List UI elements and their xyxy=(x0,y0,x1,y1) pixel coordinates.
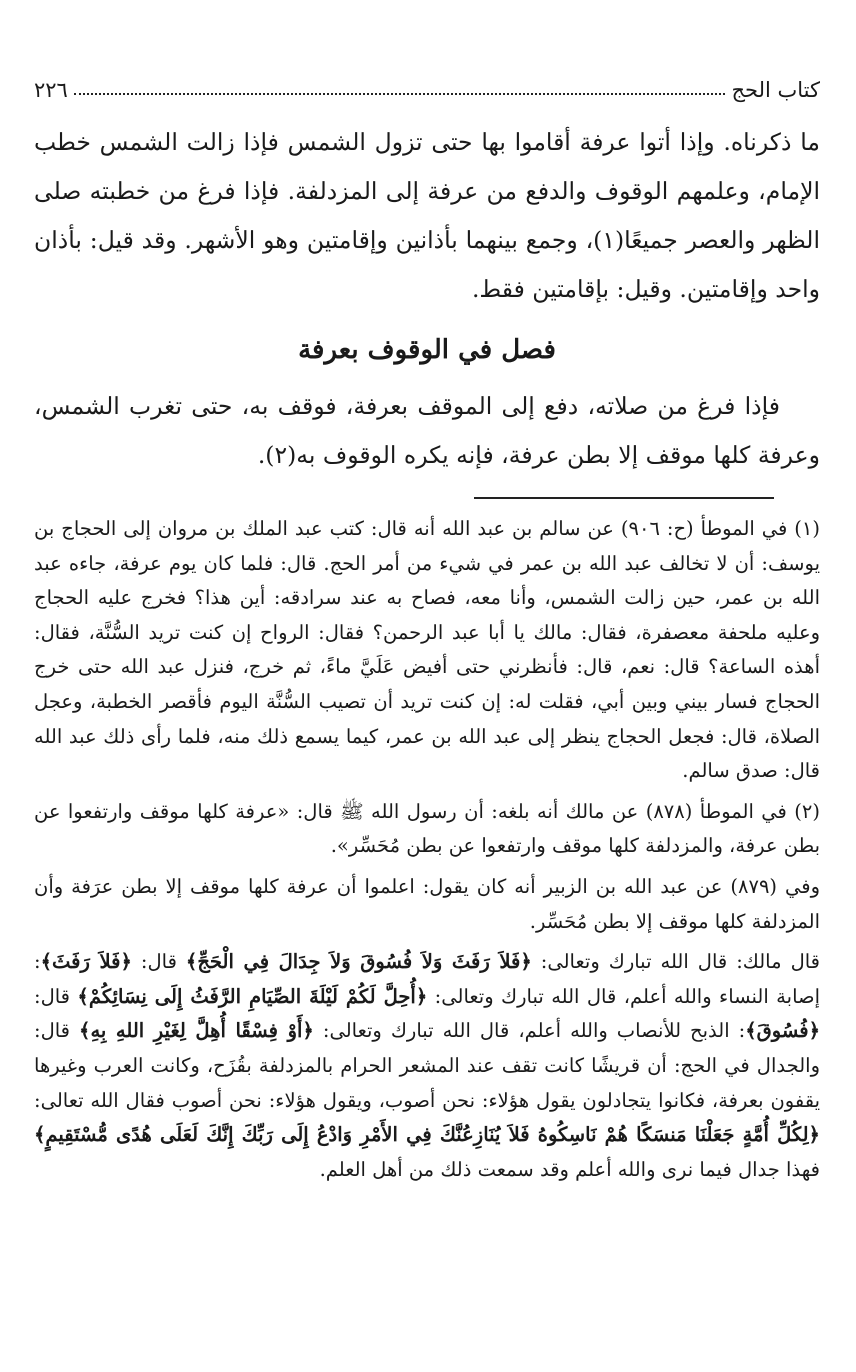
quran-verse: ﴿فَلاَ رَفَثَ﴾ xyxy=(40,950,132,974)
footnote-2-continuation: وفي (٨٧٩) عن عبد الله بن الزبير أنه كان يقول: اعلموا أن عرفة كلها موقف إلا بطن عرَفة وأن المزدلفة كلها موقف إلا بطن مُحَسِّر. xyxy=(34,874,820,933)
section-heading: فصل في الوقوف بعرفة xyxy=(298,335,556,365)
main-paragraph: ما ذكرناه. وإذا أتوا عرفة أقاموا بها حتى تزول الشمس فإذا زالت الشمس خطب الإمام، وعلمهم الوقوف والدفع من عرفة إلى المزدلفة. فإذا فرغ من خطبته صلى الظهر والعصر جميعًا(١)، وجمع بينهما بأذانين وإقامتين وهو الأشهر. وقد قيل: بأذان واحد وإقامتين. وقيل: بإقامتين فقط. xyxy=(34,128,820,303)
commentary-text: قال: والجدال في الحج: أن قريشًا كانت تقف عند المشعر الحرام بالمزدلفة بقُزَح، وكانت العرب وغيرها يقفون بعرفة، فكانوا يتجادلون يقول هؤلاء: نحن أصوب، ويقول هؤلاء: نحن أصوب فقال الله تعالى: xyxy=(34,1019,820,1112)
commentary-text: قال: xyxy=(131,950,186,974)
commentary-text: قال مالك: قال الله تبارك وتعالى: xyxy=(531,950,820,974)
commentary-text: قال: xyxy=(34,984,78,1008)
quran-verse: ﴿أُحِلَّ لَكُمْ لَيْلَةَ الصِّيَامِ الرَّفَثُ إِلَى نِسَائِكُمْ﴾ xyxy=(77,984,428,1008)
footnotes xyxy=(34,512,820,1187)
page-number: ٢٢٦ xyxy=(34,78,68,102)
quran-verse: ﴿لِكُلِّ أُمَّةٍ جَعَلْنَا مَنسَكًا هُمْ نَاسِكُوهُ فَلاَ يُنَازِعُنَّكَ فِي الأَمْرِ وَادْعُ إِلَى رَبِّكَ إِنَّكَ لَعَلَى هُدًى مُّسْتَقِيمٍ﴾ xyxy=(34,1123,820,1147)
page-header xyxy=(34,62,820,102)
commentary-text: فهذا جدال فيما نرى والله أعلم وقد سمعت ذلك من أهل العلم. xyxy=(319,1157,820,1181)
footnote-2: (٢) في الموطأ (٨٧٨) عن مالك أنه بلغه: أن رسول الله ﷺ قال: «عرفة كلها موقف وارتفعوا عن بطن عرفة، والمزدلفة كلها موقف وارتفعوا عن بطن مُحَسِّر». xyxy=(34,799,820,858)
main-text xyxy=(34,118,820,480)
header-dot-leader xyxy=(74,93,726,95)
footnote-2-commentary xyxy=(34,945,820,1187)
commentary-text: : الذبح للأنصاب والله أعلم، قال الله تبارك وتعالى: xyxy=(313,1019,746,1043)
quran-verse: ﴿فَلاَ رَفَثَ وَلاَ فُسُوقَ وَلاَ جِدَالَ فِي الْحَجِّ﴾ xyxy=(185,950,532,974)
footnote-separator xyxy=(474,497,774,499)
quran-verse: ﴿أَوْ فِسْقًا أُهِلَّ لِغَيْرِ اللهِ بِهِ﴾ xyxy=(79,1019,314,1043)
quran-verse: ﴿فُسُوقَ﴾ xyxy=(745,1019,821,1043)
main-paragraph: فإذا فرغ من صلاته، دفع إلى الموقف بعرفة، فوقف به، حتى تغرب الشمس، وعرفة كلها موقف إلا بطن عرفة، فإنه يكره الوقوف به(٢). xyxy=(34,392,820,469)
running-title: كتاب الحج xyxy=(731,78,820,102)
commentary-text: : إصابة النساء والله أعلم، قال الله تبارك وتعالى: xyxy=(34,950,820,1008)
footnote-1: (١) في الموطأ (ح: ٩٠٦) عن سالم بن عبد الله أنه قال: كتب عبد الملك بن مروان إلى الحجاج بن يوسف: أن لا تخالف عبد الله بن عمر في شيء من أمر الحج. قال: فلما كان يوم عرفة، جاءه عبد الله بن عمر، حين زالت الشمس، وأنا معه، فصاح به عند سرادقه: أين هذا؟ فخرج عليه الحجاج وعليه ملحفة معصفرة، فقال: مالك يا أبا عبد الرحمن؟ فقال: الرواح إن كنت تريد السُّنَّة، فقال: أهذه الساعة؟ قال: نعم، قال: فأنظرني حتى أفيض عَلَيَّ ماءً، ثم خرج، فنزل عبد الله حتى خرج الحجاج فسار بيني وبين أبي، فقلت له: إن كنت تريد أن تصيب السُّنَّة اليوم فأقصر الخطبة، وعجل الصلاة، قال: فجعل الحجاج ينظر إلى عبد الله بن عمر، كيما يسمع ذلك منه، فلما رأى ذلك عبد الله قال: صدق سالم. xyxy=(34,517,820,783)
